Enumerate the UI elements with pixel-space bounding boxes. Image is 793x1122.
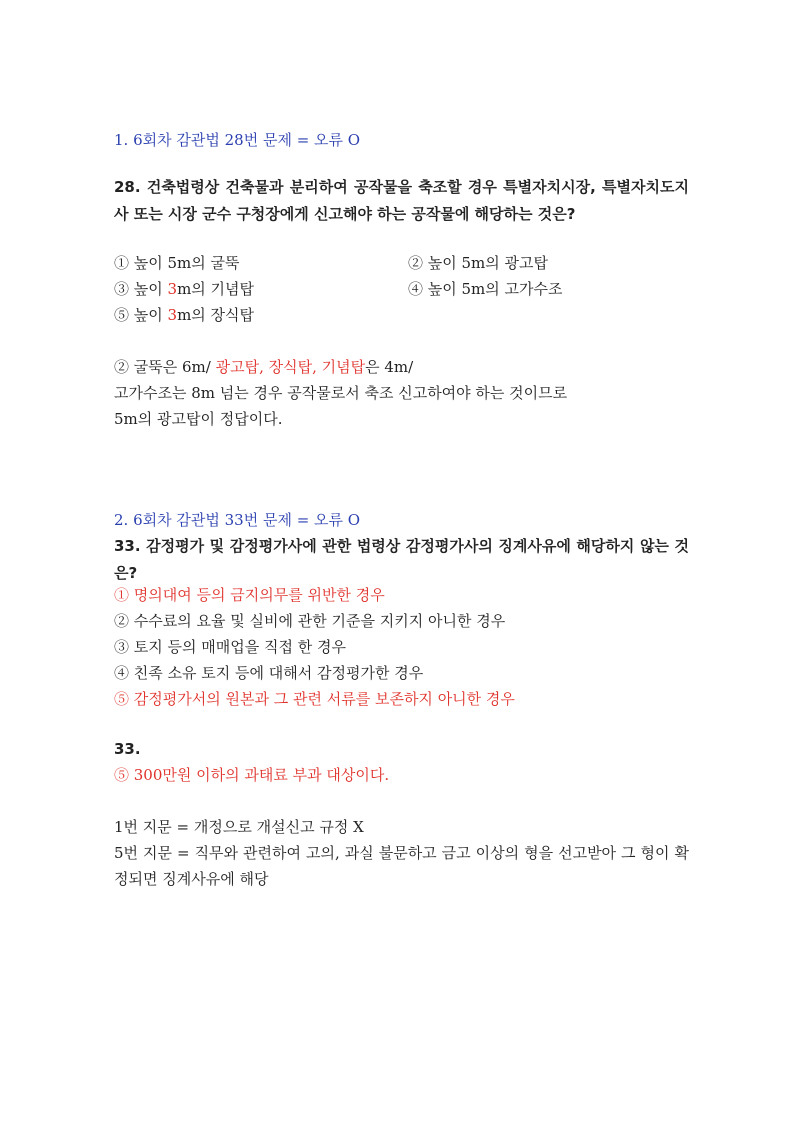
option-5: ⑤ 높이 3m의 장식탑	[114, 306, 255, 324]
answer-33-notes	[114, 814, 689, 892]
note-2: 5번 지문 = 직무와 관련하여 고의, 과실 불문하고 금고 이상의 형을 선고받아 그 형이 확정되면 징계사유에 해당	[114, 844, 689, 888]
section-2-header: 2. 6회차 감관법 33번 문제 = 오류 O	[114, 511, 361, 529]
option-1: ① 높이 5m의 굴뚝	[114, 254, 240, 272]
option-2: ② 수수료의 요율 및 실비에 관한 기준을 지키지 아니한 경우	[114, 612, 506, 630]
question-28	[114, 174, 689, 228]
answer-28	[114, 354, 689, 432]
option-4: ④ 친족 소유 토지 등에 대해서 감정평가한 경우	[114, 664, 424, 682]
question-28-options	[114, 250, 689, 328]
option-3: ③ 높이 3m의 기념탑	[114, 280, 255, 298]
option-4: ④ 높이 5m의 고가수조	[408, 280, 563, 298]
option-3: ③ 토지 등의 매매업을 직접 한 경우	[114, 638, 346, 656]
question-33	[114, 533, 689, 587]
answer-28-line-3: 5m의 광고탑이 정답이다.	[114, 410, 283, 428]
answer-33-number: 33.	[114, 740, 141, 758]
option-5: ⑤ 감정평가서의 원본과 그 관련 서류를 보존하지 아니한 경우	[114, 690, 515, 708]
note-1: 1번 지문 = 개정으로 개설신고 규정 X	[114, 818, 364, 836]
answer-28-line-2: 고가수조는 8m 넘는 경우 공작물로서 축조 신고하여야 하는 것이므로	[114, 384, 568, 402]
question-28-title: 28. 건축법령상 건축물과 분리하여 공작물을 축조할 경우 특별자치시장, 특별자치도지사 또는 시장 군수 구청장에게 신고해야 하는 공작물에 해당하는 것은?	[114, 178, 689, 223]
section-1-header: 1. 6회차 감관법 28번 문제 = 오류 O	[114, 131, 361, 149]
answer-33-line-1: ⑤ 300만원 이하의 과태료 부과 대상이다.	[114, 766, 390, 784]
question-33-title: 33. 감정평가 및 감정평가사에 관한 법령상 감정평가사의 징계사유에 해당하지 않는 것은?	[114, 537, 689, 582]
answer-33	[114, 736, 689, 788]
section-2	[114, 507, 689, 533]
section-1	[114, 127, 689, 153]
option-1: ① 명의대여 등의 금지의무를 위반한 경우	[114, 586, 385, 604]
question-33-options	[114, 582, 689, 712]
option-2: ② 높이 5m의 광고탑	[408, 254, 549, 272]
answer-28-line-1: ② 굴뚝은 6m/ 광고탑, 장식탑, 기념탑은 4m/	[114, 358, 414, 376]
